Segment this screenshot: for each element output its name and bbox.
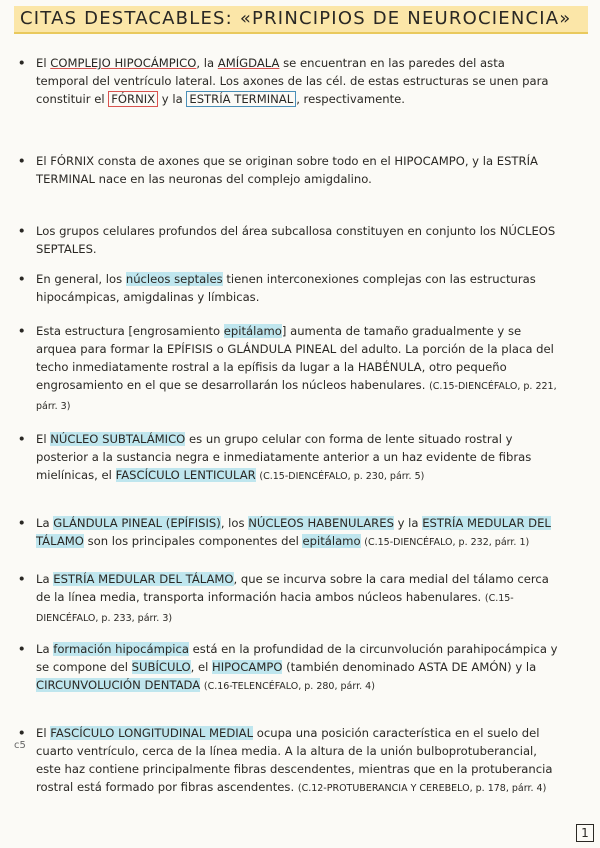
margin-note: c5 <box>14 740 26 751</box>
boxed-term: FÓRNIX <box>108 91 158 107</box>
bullet: • <box>18 154 26 168</box>
highlight-term: SUBÍCULO <box>131 660 191 674</box>
bullet: • <box>18 726 26 740</box>
highlight-term: NÚCLEOS HABENULARES <box>248 516 394 530</box>
highlight-term: AMÍGDALA <box>217 56 280 70</box>
highlight-term: epitálamo <box>223 324 282 338</box>
bullet: • <box>18 56 26 70</box>
boxed-term: ESTRÍA TERMINAL <box>186 91 296 107</box>
highlight-term: epitálamo <box>302 534 361 548</box>
citation: (C.16-TELENCÉFALO, p. 280, párr. 4) <box>203 681 375 692</box>
page-number: 1 <box>576 824 594 842</box>
list-item: • Esta estructura [engrosamiento epitálamo] aumenta de tamaño gradualmente y se arquea para formar la EPÍFISIS o GLÁNDULA PINEAL del adulto. La porción de la placa del techo inmediatamente rostral a la epífisis da lugar a la HABÉNULA, otro pequeño engrosamiento en el que se desarrollarán los núcleos habenulares. (C.15-DIENCÉFALO, p. 221, párr. 3) <box>18 324 557 412</box>
highlight-term: NÚCLEO SUBTALÁMICO <box>50 432 186 446</box>
highlight-term: COMPLEJO HIPOCÁMPICO <box>50 56 197 70</box>
highlight-term: GLÁNDULA PINEAL (EPÍFISIS) <box>53 516 221 530</box>
list-item: • En general, los núcleos septales tienen interconexiones complejas con las estructuras hipocámpicas, amigdalinas y límbicas. <box>18 272 536 304</box>
highlight-term: FASCÍCULO LONGITUDINAL MEDIAL <box>50 726 254 740</box>
bullet: • <box>18 516 26 530</box>
list-item: • La formación hipocámpica está en la profundidad de la circunvolución parahipocámpica y se compone del SUBÍCULO, el HIPOCAMPO (también denominado ASTA DE AMÓN) y la CIRCUNVOLUCIÓN DENTADA (C.16-TELENCÉFALO, p. 280, párr. 4) <box>18 642 558 692</box>
list-item: • El NÚCLEO SUBTALÁMICO es un grupo celular con forma de lente situado rostral y posterior a la sustancia negra e inmediatamente anterior a un haz evidente de fibras mielínicas, el FASCÍCULO LENTICULAR (C.15-DIENCÉFALO, p. 230, párr. 5) <box>18 432 532 482</box>
bullet: • <box>18 324 26 338</box>
highlight-term: núcleos septales <box>125 272 223 286</box>
list-item: • La ESTRÍA MEDULAR DEL TÁLAMO, que se incurva sobre la cara medial del tálamo cerca de la línea media, transporta información hacia ambos núcleos habenulares. (C.15-DIENCÉFALO, p. 233, párr. 3) <box>18 572 549 624</box>
citation: (C.12-PROTUBERANCIA Y CEREBELO, p. 178, párr. 4) <box>297 783 547 794</box>
highlight-term: HIPOCAMPO <box>212 660 283 674</box>
bullet: • <box>18 572 26 586</box>
list-item: • El COMPLEJO HIPOCÁMPICO, la AMÍGDALA se encuentran en las paredes del asta temporal del ventrículo lateral. Los axones de las cél. de estas estructuras se unen para constituir el FÓRNIX y la ESTRÍA TERMINAL , respectivamente. <box>18 56 549 106</box>
list-item: • La GLÁNDULA PINEAL (EPÍFISIS), los NÚCLEOS HABENULARES y la ESTRÍA MEDULAR DEL TÁLAMO son los principales componentes del epitálamo (C.15-DIENCÉFALO, p. 232, párr. 1) <box>18 516 551 548</box>
highlight-term: FASCÍCULO LENTICULAR <box>115 468 256 482</box>
list-item: • El FASCÍCULO LONGITUDINAL MEDIAL ocupa una posición característica en el suelo del cuarto ventrículo, cerca de la línea media. A la altura de la unión bulboprotuberancial, este haz contiene principalmente fibras descendentes, mientras que en la protuberancia rostral está formado por fibras ascendentes. (C.12-PROTUBERANCIA Y CEREBELO, p. 178, párr. 4) <box>18 726 553 794</box>
highlight-term: ESTRÍA MEDULAR DEL TÁLAMO <box>36 516 551 548</box>
bullet: • <box>18 272 26 286</box>
list-item: • Los grupos celulares profundos del área subcallosa constituyen en conjunto los NÚCLEOS SEPTALES. <box>18 224 556 256</box>
list-item: • El FÓRNIX consta de axones que se originan sobre todo en el HIPOCAMPO, y la ESTRÍA TERMINAL nace en las neuronas del complejo amigdalino. <box>18 154 538 186</box>
citation: (C.15-DIENCÉFALO, p. 232, párr. 1) <box>364 537 530 548</box>
citation: (C.15-DIENCÉFALO, p. 230, párr. 5) <box>259 471 425 482</box>
highlight-term: CIRCUNVOLUCIÓN DENTADA <box>36 678 201 692</box>
citation: (C.15-DIENCÉFALO, p. 233, párr. 3) <box>36 593 514 624</box>
bullet: • <box>18 642 26 656</box>
citation: (C.15-DIENCÉFALO, p. 221, párr. 3) <box>36 381 557 412</box>
highlight-term: ESTRÍA MEDULAR DEL TÁLAMO <box>53 572 234 586</box>
page-title: CITAS DESTACABLES: «PRINCIPIOS DE NEUROCIENCIA» <box>20 8 572 29</box>
bullet: • <box>18 224 26 238</box>
bullet: • <box>18 432 26 446</box>
highlight-term: formación hipocámpica <box>53 642 189 656</box>
